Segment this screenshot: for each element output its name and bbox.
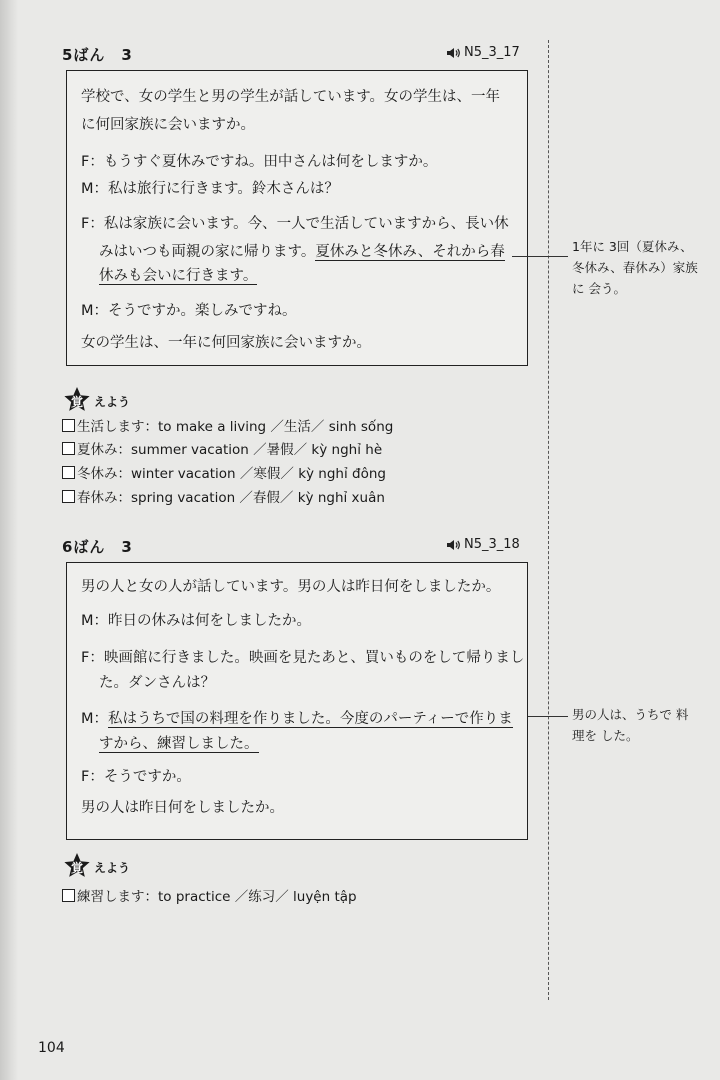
section-5-heading: 5ばん 3	[62, 46, 133, 64]
vocab-text: 生活します：to make a living ／生活／ sinh sống	[77, 419, 394, 435]
dialogue-line-underlined	[81, 267, 257, 285]
star-badge-icon	[62, 386, 92, 416]
answer-underline: 夏休みと冬休み、それから春	[315, 244, 505, 260]
star-badge-icon	[62, 852, 92, 882]
answer-underline: 練習しました。	[157, 736, 259, 752]
answer-note-5	[572, 236, 698, 299]
dialogue-line: M：そうですか。楽しみですね。	[81, 303, 297, 319]
answer-note-6	[572, 704, 688, 746]
vocab-item	[62, 489, 385, 507]
checkbox-icon[interactable]	[62, 442, 75, 455]
vocab-item	[62, 465, 386, 483]
vocab-item	[62, 888, 357, 906]
dialogue-line: F：映画館に行きました。映画を見たあと、買いものをして帰りまし	[81, 650, 525, 666]
checkbox-icon[interactable]	[62, 419, 75, 432]
badge-glyph: 覚	[70, 394, 83, 409]
dialogue-line: 学校で、女の学生と男の学生が話しています。女の学生は、一年	[81, 89, 501, 105]
note-line: に 会う。	[572, 281, 626, 296]
vocab-header-text: えよう	[94, 394, 131, 409]
checkbox-icon[interactable]	[62, 466, 75, 479]
section-6-audio[interactable]	[446, 537, 520, 552]
audio-track-label: N5_3_17	[464, 45, 520, 60]
dialogue-line: に何回家族に会いますか。	[81, 117, 255, 133]
dialogue-line: た。ダンさんは？	[99, 675, 216, 691]
vocab-text: 夏休み：summer vacation ／暑假／ kỳ nghỉ hè	[77, 442, 383, 458]
audio-track-label: N5_3_18	[464, 537, 520, 552]
section-6-heading: 6ばん 3	[62, 538, 133, 556]
dialogue-line-underlined	[81, 735, 259, 753]
margin-divider	[548, 40, 549, 1000]
vocab-item	[62, 441, 382, 459]
dialogue-box-6	[66, 562, 528, 840]
vocab-text: 春休み：spring vacation ／春假／ kỳ nghỉ xuân	[77, 490, 385, 506]
dialogue-line-underlined	[81, 710, 513, 728]
answer-underline: 休みも会いに行きます。	[99, 268, 258, 284]
note-line: 冬休み、春休み）家族	[572, 260, 698, 275]
dialogue-line: F：そうですか。	[81, 769, 191, 785]
speaker-icon	[446, 47, 460, 59]
dialogue-line: F：もうすぐ夏休みですね。田中さんは何をしますか。	[81, 154, 438, 170]
speaker-tag: M：	[81, 711, 109, 727]
vocab-text: 練習します：to practice ／练习／ luyện tập	[77, 889, 357, 905]
section-5-audio[interactable]	[446, 45, 520, 60]
dialogue-text: 今度のパーティーで作りま	[339, 711, 513, 727]
dialogue-text: すから、	[99, 736, 157, 752]
note-line: 男の人は、うちで 料	[572, 707, 689, 722]
dialogue-line: M：昨日の休みは何をしましたか。	[81, 613, 312, 629]
note-connector	[512, 256, 568, 257]
spine-shadow	[0, 0, 18, 1080]
dialogue-line: F：私は家族に会います。今、一人で生活していますから、長い休	[81, 216, 509, 232]
note-connector	[528, 716, 568, 717]
vocab-header-5	[62, 386, 130, 416]
speaker-icon	[446, 539, 460, 551]
question-line: 男の人は昨日何をしましたか。	[81, 800, 284, 816]
answer-underline: 私はうちで国の料理を作りました。	[108, 711, 340, 727]
dialogue-line-underlined	[81, 243, 505, 261]
dialogue-text: みはいつも両親の家に帰ります。	[99, 244, 316, 260]
vocab-header-6	[62, 852, 130, 882]
checkbox-icon[interactable]	[62, 889, 75, 902]
question-line: 女の学生は、一年に何回家族に会いますか。	[81, 335, 371, 351]
vocab-text: 冬休み：winter vacation ／寒假／ kỳ nghỉ đông	[77, 466, 386, 482]
badge-glyph: 覚	[70, 860, 83, 875]
checkbox-icon[interactable]	[62, 490, 75, 503]
dialogue-line: M：私は旅行に行きます。鈴木さんは？	[81, 181, 339, 197]
page-number: 104	[38, 1040, 65, 1056]
note-line: 1年に 3回（夏休み、	[572, 239, 693, 254]
dialogue-line: 男の人と女の人が話しています。男の人は昨日何をしましたか。	[81, 579, 501, 595]
dialogue-box-5	[66, 70, 528, 366]
vocab-header-text: えよう	[94, 860, 131, 875]
vocab-item	[62, 418, 393, 436]
note-line: 理を した。	[572, 728, 639, 743]
